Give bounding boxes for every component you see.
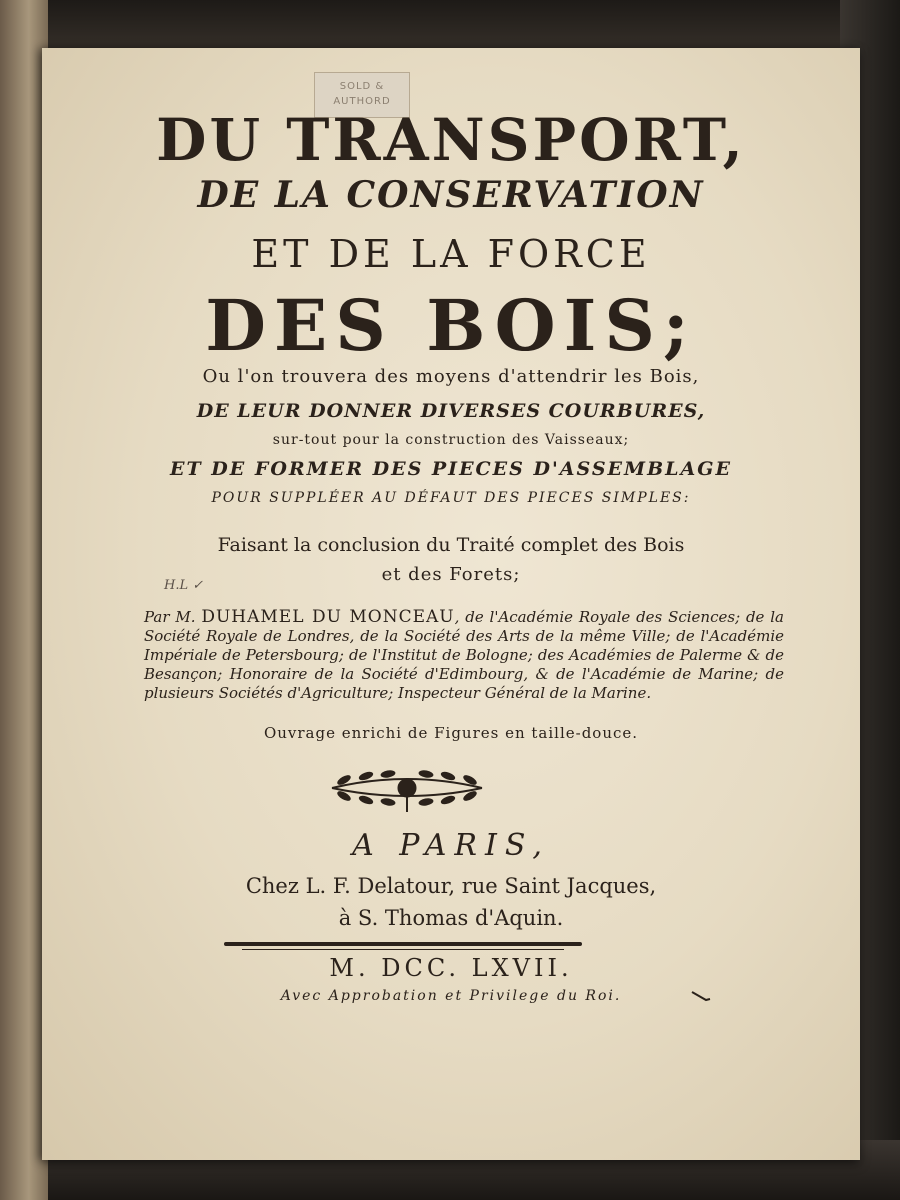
subtitle-line-6: Faisant la conclusion du Traité complet des Bois — [217, 534, 685, 556]
book-edge-left — [0, 0, 48, 1200]
imprint-city: A PARIS, — [352, 828, 550, 863]
title-page — [42, 48, 860, 1160]
author-prefix: Par M. — [144, 608, 196, 626]
subtitle-line-7: et des Forets; — [381, 564, 521, 585]
subtitle-line-4: ET DE FORMER DES PIECES D'ASSEMBLAGE — [170, 458, 732, 480]
edition-note: Ouvrage enrichi de Figures en taille-douce. — [263, 724, 639, 742]
handwritten-note: H.L ✓ — [164, 578, 204, 593]
author-affiliations: , de l'Académie Royale des Sciences; de la Société Royale de Londres, de la Société des Arts de la même Ville; de l'Académie Impériale de Petersbourg; de l'Institut de Bologne; des Académies de Palerme & de Besançon; Honoraire de la Société d'Edimbourg, & de l'Académie de Marine; de plusieurs Sociétés d'Agriculture; Inspecteur Général de la Marine. — [144, 608, 784, 702]
author-name: DUHAMEL DU MONCEAU — [201, 607, 455, 627]
imprint-publisher: Chez L. F. Delatour, rue Saint Jacques, — [245, 874, 657, 898]
pen-mark-icon — [690, 990, 712, 1004]
title-line-1: DU TRANSPORT, — [156, 106, 746, 174]
title-line-4: DES BOIS; — [205, 284, 697, 367]
stamp-line-2: AUTHORD — [333, 96, 391, 107]
subtitle-line-5: POUR SUPPLÉER AU DÉFAUT DES PIECES SIMPLES: — [211, 490, 691, 506]
imprint-address: à S. Thomas d'Aquin. — [338, 906, 564, 930]
imprint-year: M. DCC. LXVII. — [329, 954, 573, 982]
decorative-rule — [224, 942, 582, 946]
subtitle-line-1: Ou l'on trouvera des moyens d'attendrir les Bois, — [202, 366, 700, 387]
title-line-2: DE LA CONSERVATION — [197, 174, 705, 216]
author-block — [144, 608, 784, 703]
imprint-privilege: Avec Approbation et Privilege du Roi. — [280, 988, 622, 1004]
decorative-rule-thin — [242, 949, 564, 950]
stamp-line-1: SOLD & — [339, 81, 385, 92]
floral-ornament-icon — [322, 760, 492, 816]
subtitle-line-2: DE LEUR DONNER DIVERSES COURBURES, — [196, 400, 706, 422]
title-line-3: ET DE LA FORCE — [251, 232, 651, 276]
subtitle-line-3: sur-tout pour la construction des Vaisseaux; — [272, 432, 630, 448]
